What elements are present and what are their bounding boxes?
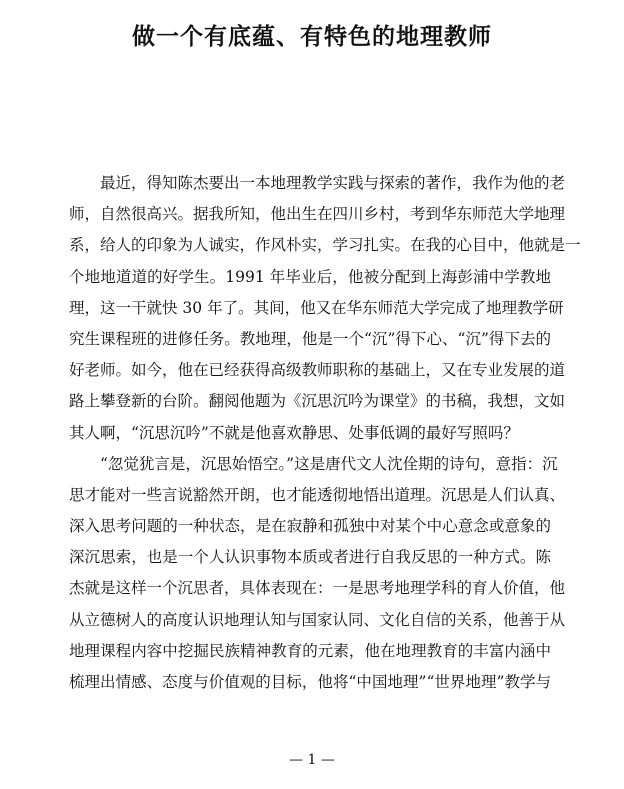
text-line: 系，给人的印象为人诚实，作风朴实，学习扎实。在我的心目中，他就是一 <box>69 236 581 255</box>
text-line: 梳理出情感、态度与价值观的目标，他将“中国地理”“世界地理”教学与 <box>69 673 551 691</box>
text-line: 个地地道道的好学生。1991 年毕业后，他被分配到上海彭浦中学教地 <box>69 267 551 286</box>
text-line: 从立德树人的高度认识地理认知与国家认同、文化自信的关系，他善于从 <box>69 610 566 629</box>
text-line: 好老师。如今，他在已经获得高级教师职称的基础上，又在专业发展的道 <box>69 361 566 380</box>
page-title: 做一个有底蕴、有特色的地理教师 <box>132 24 492 50</box>
text-line: 杰就是这样一个沉思者，具体表现在：一是思考地理学科的育人价值，他 <box>69 579 566 598</box>
text-line: 路上攀登新的台阶。翻阅他题为《沉思沉吟为课堂》的书稿，我想，文如 <box>69 392 566 411</box>
body-text <box>69 168 581 698</box>
text-line: “忽觉犹言是，沉思始悟空。”这是唐代文人沈佺期的诗句，意指：沉 <box>100 454 558 473</box>
page-number: — 1 — <box>289 752 335 768</box>
text-line: 最近，得知陈杰要出一本地理教学实践与探索的著作，我作为他的老 <box>100 174 566 192</box>
text-line: 理，这一干就快 30 年了。其间，他又在华东师范大学完成了地理教学研 <box>69 298 564 317</box>
text-line: 其人啊，“沉思沉吟”不就是他喜欢静思、处事低调的最好写照吗？ <box>69 423 519 442</box>
text-line: 地理课程内容中挖掘民族精神教育的元素，他在地理教育的丰富内涵中 <box>69 641 551 660</box>
text-line: 究生课程班的进修任务。教地理，他是一个“沉”得下心、“沉”得下去的 <box>69 329 551 348</box>
text-line: 深入思考问题的一种状态，是在寂静和孤独中对某个中心意念或意象的 <box>69 517 551 536</box>
text-line: 思才能对一些言说豁然开朗，也才能透彻地悟出道理。沉思是人们认真、 <box>69 485 566 504</box>
text-line: 师，自然很高兴。据我所知，他出生在四川乡村，考到华东师范大学地理 <box>69 205 566 224</box>
text-line: 深沉思索，也是一个人认识事物本质或者进行自我反思的一种方式。陈 <box>69 548 551 567</box>
